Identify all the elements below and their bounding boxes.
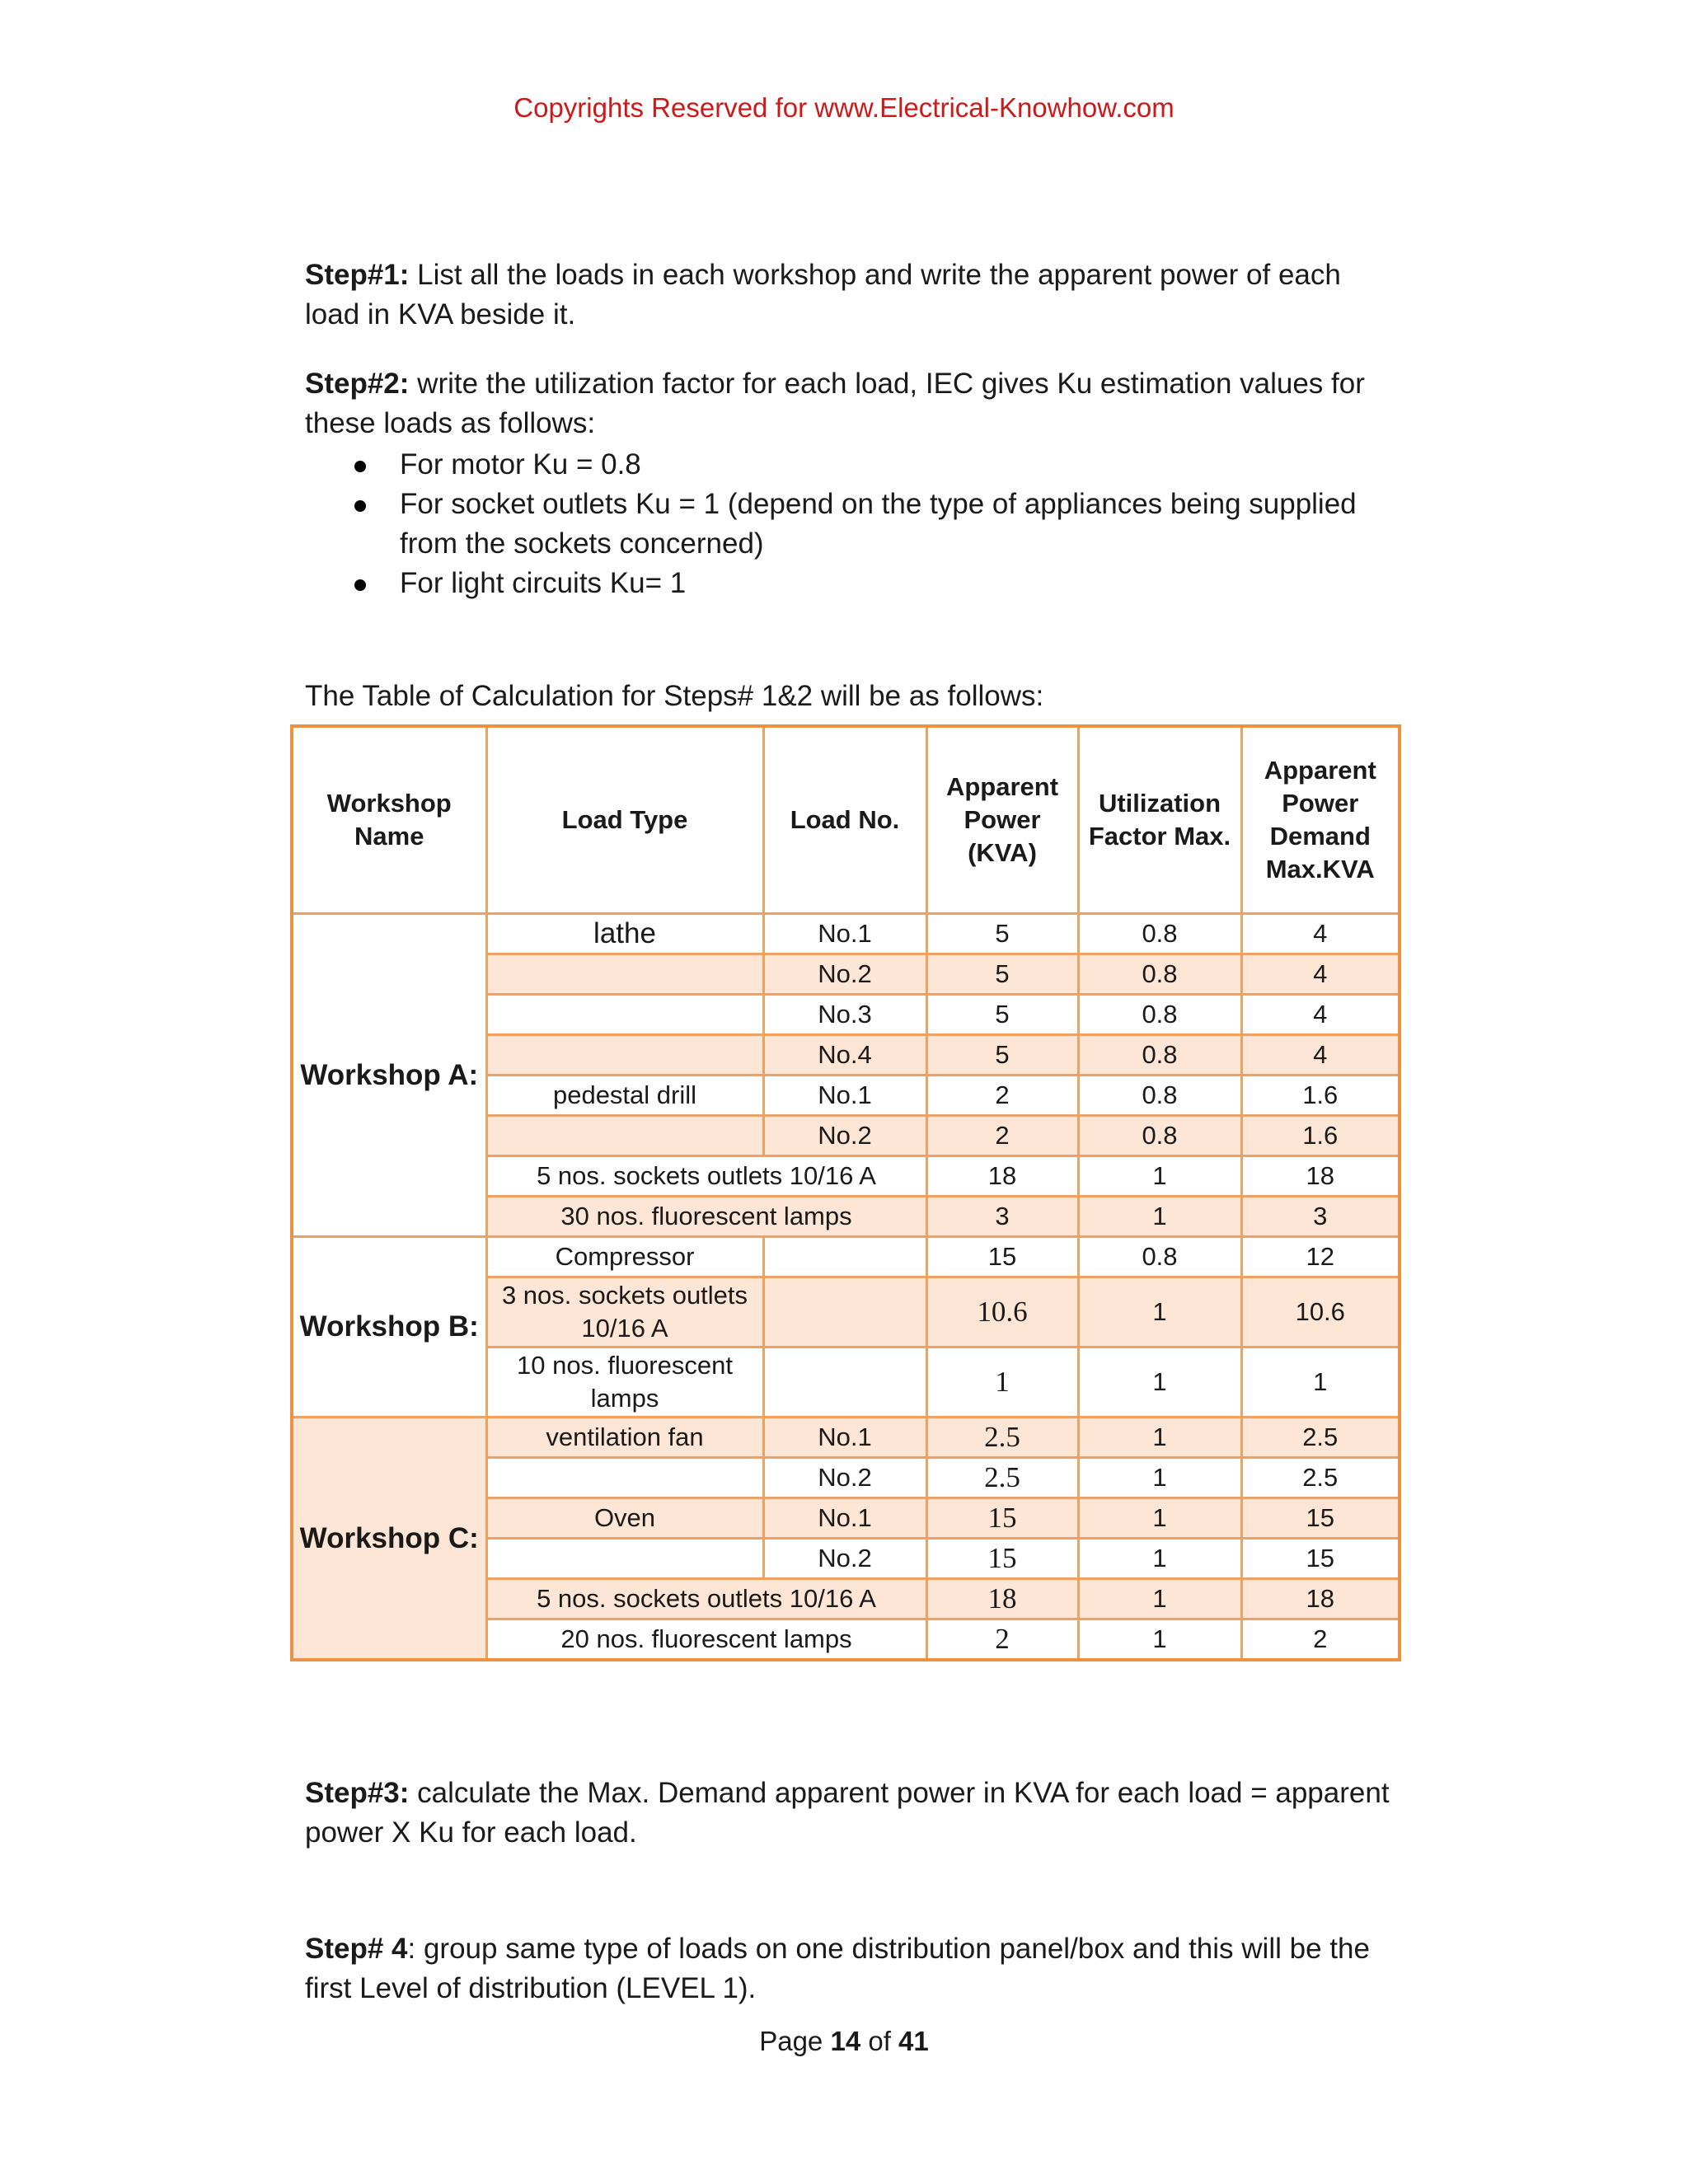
load-no-cell: No.1: [763, 1498, 926, 1539]
load-no-cell: No.4: [763, 1035, 926, 1076]
bullet-dot-icon: [354, 579, 366, 591]
ku-cell: 0.8: [1078, 1237, 1241, 1277]
kva-cell: 15: [926, 1498, 1078, 1539]
step3-text: calculate the Max. Demand apparent power in KVA for each load = apparent power X Ku for each load.: [305, 1777, 1390, 1849]
copyright-header: Copyrights Reserved for www.Electrical-Knowhow.com: [513, 92, 1175, 123]
ku-cell: 1: [1078, 1418, 1241, 1458]
header-load-no: Load No.: [763, 726, 926, 914]
bullet-dot-icon: [354, 500, 366, 512]
kva-cell: 15: [926, 1539, 1078, 1579]
step2-text: write the utilization factor for each load, IEC gives Ku estimation values for these loads as follows:: [305, 368, 1365, 439]
ku-cell: 0.8: [1078, 1035, 1241, 1076]
table-row: [292, 1237, 1400, 1277]
workshop-c-cell: Workshop C:: [292, 1418, 486, 1661]
load-no-cell: No.2: [763, 954, 926, 995]
ku-cell: 0.8: [1078, 995, 1241, 1035]
step2-label: Step#2:: [305, 368, 410, 400]
ku-cell: 0.8: [1078, 914, 1241, 954]
demand-cell: 2: [1241, 1619, 1400, 1661]
page-footer: [0, 2026, 1688, 2057]
demand-cell: 12: [1241, 1237, 1400, 1277]
ku-cell: 0.8: [1078, 1076, 1241, 1116]
load-type-cell: pedestal drill: [486, 1076, 763, 1116]
bullet-item: [305, 445, 1393, 485]
step2-paragraph: [305, 364, 1393, 443]
table-intro: The Table of Calculation for Steps# 1&2 will be as follows:: [305, 680, 1044, 712]
load-type-cell: 30 nos. fluorescent lamps: [486, 1197, 926, 1237]
load-no-cell: No.2: [763, 1539, 926, 1579]
kva-cell: 1: [926, 1347, 1078, 1418]
load-type-cell: [486, 954, 763, 995]
page-word: Page: [759, 2026, 831, 2056]
bullet-text: For motor Ku = 0.8: [400, 448, 641, 480]
demand-cell: 4: [1241, 1035, 1400, 1076]
bullet-dot-icon: [354, 461, 366, 472]
step4-text: : group same type of loads on one distribution panel/box and this will be the first Level of distribution (LEVEL 1).: [305, 1933, 1370, 2004]
kva-cell: 18: [926, 1579, 1078, 1619]
load-type-cell: 3 nos. sockets outlets 10/16 A: [486, 1277, 763, 1347]
demand-cell: 15: [1241, 1498, 1400, 1539]
kva-cell: 5: [926, 1035, 1078, 1076]
kva-cell: 2.5: [926, 1418, 1078, 1458]
demand-cell: 4: [1241, 954, 1400, 995]
load-no-cell: [763, 1347, 926, 1418]
header-load-type: Load Type: [486, 726, 763, 914]
load-type-cell: [486, 1458, 763, 1498]
load-type-cell: Compressor: [486, 1237, 763, 1277]
demand-cell: 1.6: [1241, 1076, 1400, 1116]
load-type-cell: [486, 1035, 763, 1076]
load-type-cell: [486, 1116, 763, 1156]
load-no-cell: No.2: [763, 1116, 926, 1156]
load-type-cell: Oven: [486, 1498, 763, 1539]
bullet-item: [305, 564, 1393, 603]
bullet-text: For socket outlets Ku = 1 (depend on the type of appliances being supplied from the sockets concerned): [400, 488, 1357, 560]
load-type-cell: 5 nos. sockets outlets 10/16 A: [486, 1156, 926, 1197]
load-type-cell: 20 nos. fluorescent lamps: [486, 1619, 926, 1661]
of-word: of: [860, 2026, 899, 2056]
load-type-cell: lathe: [486, 914, 763, 954]
load-no-cell: [763, 1277, 926, 1347]
step1-label: Step#1:: [305, 259, 410, 291]
step4-paragraph: [305, 1929, 1393, 2008]
kva-cell: 2.5: [926, 1458, 1078, 1498]
load-type-cell: [486, 995, 763, 1035]
kva-cell: 5: [926, 995, 1078, 1035]
demand-cell: 18: [1241, 1156, 1400, 1197]
kva-cell: 18: [926, 1156, 1078, 1197]
header-workshop-name: Workshop Name: [292, 726, 486, 914]
ku-cell: 0.8: [1078, 954, 1241, 995]
table-row: [292, 914, 1400, 954]
workshop-a-cell: Workshop A:: [292, 914, 486, 1237]
demand-cell: 3: [1241, 1197, 1400, 1237]
load-type-cell: 10 nos. fluorescent lamps: [486, 1347, 763, 1418]
load-type-cell: [486, 1539, 763, 1579]
ku-cell: 1: [1078, 1458, 1241, 1498]
step1-paragraph: [305, 255, 1393, 335]
demand-cell: 2.5: [1241, 1418, 1400, 1458]
demand-cell: 1: [1241, 1347, 1400, 1418]
load-no-cell: No.3: [763, 995, 926, 1035]
load-no-cell: No.2: [763, 1458, 926, 1498]
ku-bullet-list: [305, 445, 1393, 603]
step3-label: Step#3:: [305, 1777, 410, 1809]
demand-cell: 4: [1241, 995, 1400, 1035]
step1-text: List all the loads in each workshop and write the apparent power of each load in KVA beside it.: [305, 259, 1341, 330]
demand-cell: 1.6: [1241, 1116, 1400, 1156]
kva-cell: 2: [926, 1619, 1078, 1661]
ku-cell: 1: [1078, 1539, 1241, 1579]
demand-cell: 4: [1241, 914, 1400, 954]
ku-cell: 1: [1078, 1347, 1241, 1418]
load-no-cell: No.1: [763, 914, 926, 954]
bullet-text: For light circuits Ku= 1: [400, 567, 687, 599]
demand-cell: 18: [1241, 1579, 1400, 1619]
load-type-cell: 5 nos. sockets outlets 10/16 A: [486, 1579, 926, 1619]
kva-cell: 10.6: [926, 1277, 1078, 1347]
load-no-cell: [763, 1237, 926, 1277]
page-number: 14: [830, 2026, 861, 2056]
ku-cell: 1: [1078, 1619, 1241, 1661]
page-total: 41: [898, 2026, 929, 2056]
kva-cell: 5: [926, 914, 1078, 954]
load-calculation-table: [290, 724, 1401, 1661]
table-header-row: [292, 726, 1400, 914]
load-no-cell: No.1: [763, 1418, 926, 1458]
ku-cell: 1: [1078, 1156, 1241, 1197]
header-utilization-factor: Utilization Factor Max.: [1078, 726, 1241, 914]
kva-cell: 2: [926, 1116, 1078, 1156]
kva-cell: 3: [926, 1197, 1078, 1237]
demand-cell: 2.5: [1241, 1458, 1400, 1498]
header-demand-kva: Apparent Power Demand Max.KVA: [1241, 726, 1400, 914]
kva-cell: 5: [926, 954, 1078, 995]
load-no-cell: No.1: [763, 1076, 926, 1116]
ku-cell: 1: [1078, 1277, 1241, 1347]
demand-cell: 10.6: [1241, 1277, 1400, 1347]
ku-cell: 1: [1078, 1498, 1241, 1539]
header-apparent-power: Apparent Power (KVA): [926, 726, 1078, 914]
workshop-b-cell: Workshop B:: [292, 1237, 486, 1418]
step4-label: Step# 4: [305, 1933, 408, 1965]
ku-cell: 0.8: [1078, 1116, 1241, 1156]
bullet-item: [305, 485, 1393, 564]
kva-cell: 2: [926, 1076, 1078, 1116]
table-row: [292, 1418, 1400, 1458]
kva-cell: 15: [926, 1237, 1078, 1277]
ku-cell: 1: [1078, 1579, 1241, 1619]
step3-paragraph: [305, 1774, 1393, 1853]
load-type-cell: ventilation fan: [486, 1418, 763, 1458]
ku-cell: 1: [1078, 1197, 1241, 1237]
demand-cell: 15: [1241, 1539, 1400, 1579]
